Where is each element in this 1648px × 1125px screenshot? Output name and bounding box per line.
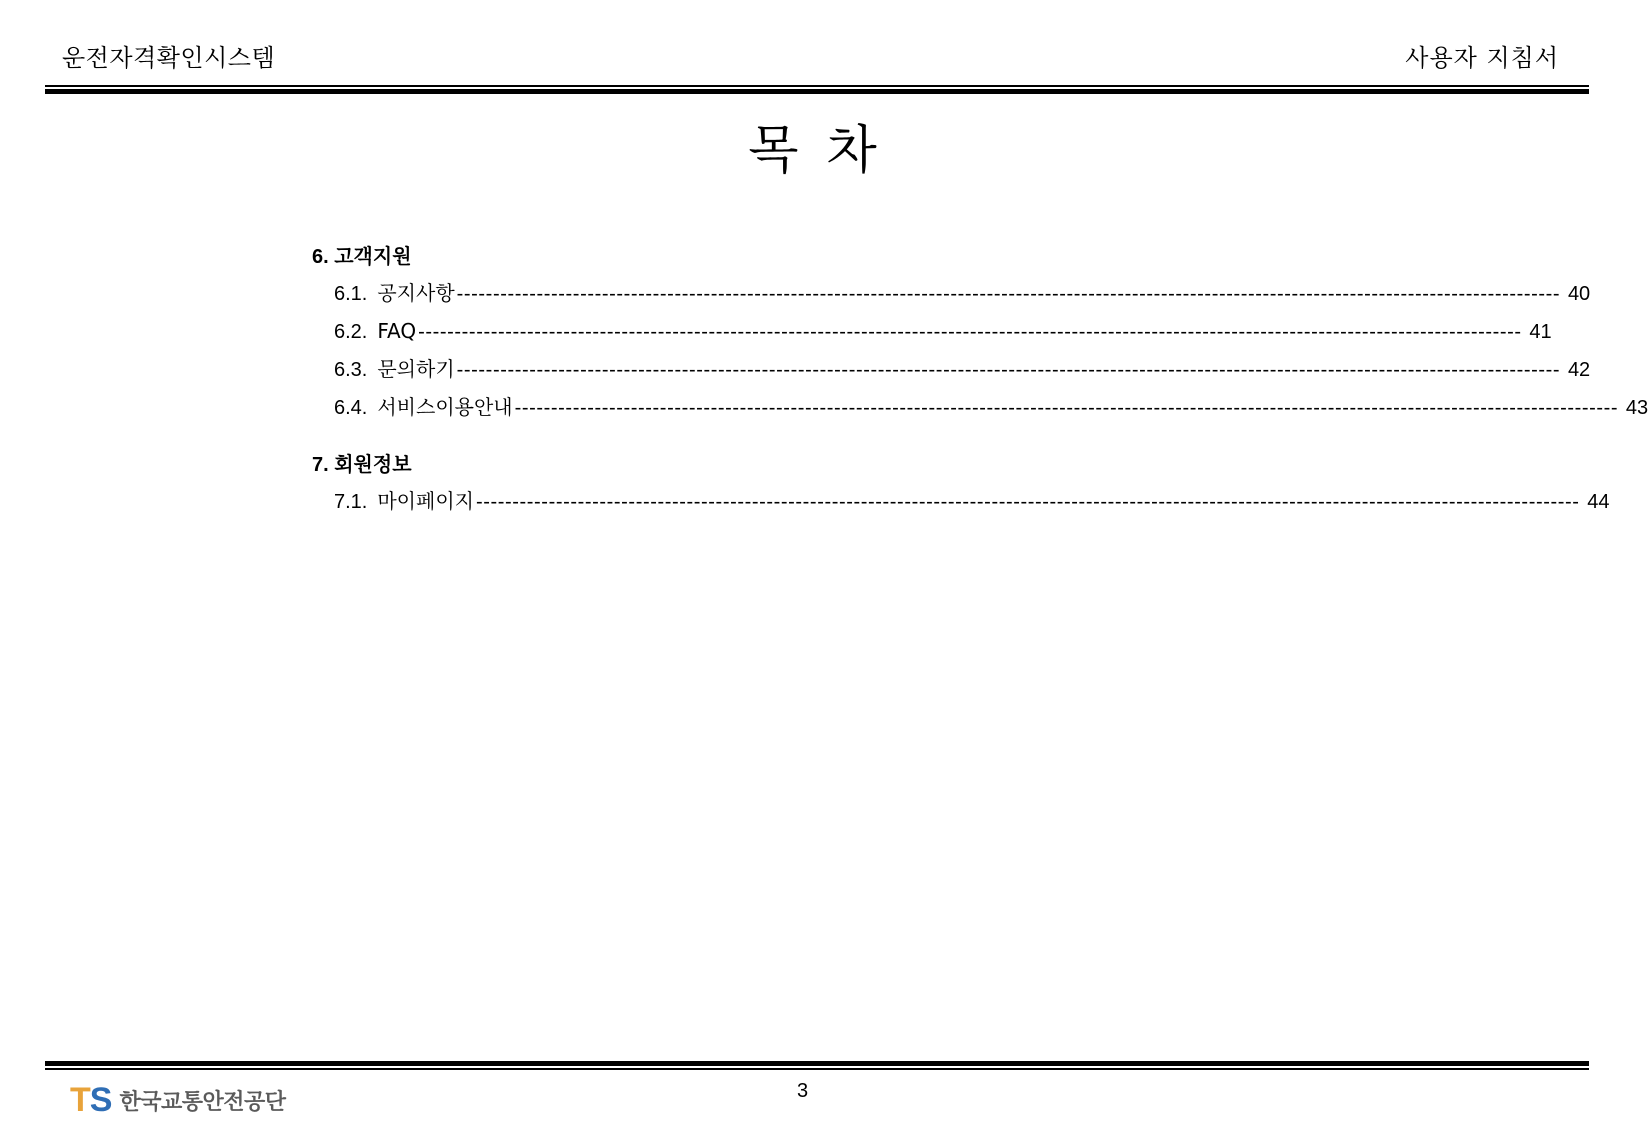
entry-title: FAQ (377, 319, 417, 343)
page-title: 목차 (748, 121, 905, 181)
page-number: 3 (796, 1080, 809, 1102)
header-rule-thin (45, 85, 1589, 87)
dot-leader: -------------------------------------------------------------------------------------------------------------------------------------------------------- (456, 359, 1561, 381)
entry-number: 6.1. (334, 283, 368, 305)
toc-entry[interactable] (312, 274, 1591, 312)
toc-section-member (312, 448, 1610, 520)
logo-letter-t: T (70, 1081, 90, 1119)
dot-leader: -------------------------------------------------------------------------------------------------------------------------------------------------------- (456, 283, 1561, 305)
entry-title: 마이페이지 (377, 489, 474, 513)
entry-page-number: 40 (1567, 283, 1591, 305)
entry-number: 6.3. (334, 359, 368, 381)
section-heading: 7. 회원정보 (312, 454, 412, 476)
logo-letter-s: S (89, 1081, 112, 1119)
entry-page-number: 42 (1567, 359, 1591, 381)
toc-entry[interactable] (312, 350, 1591, 388)
entry-number: 7.1. (334, 491, 368, 513)
entry-page-number: 41 (1529, 321, 1552, 343)
entry-title: 서비스이용안내 (377, 395, 513, 419)
dot-leader: -------------------------------------------------------------------------------------------------------------------------------------------------------- (475, 491, 1580, 513)
organization-name: 한국교통안전공단 (119, 1089, 286, 1115)
section-heading: 6. 고객지원 (312, 246, 412, 268)
header-rule-thick (45, 89, 1589, 94)
system-name: 운전자격확인시스템 (62, 44, 276, 72)
entry-title: 문의하기 (377, 357, 455, 381)
document-type: 사용자 지침서 (1405, 44, 1559, 72)
entry-page-number: 43 (1625, 397, 1648, 419)
toc-entry[interactable] (312, 388, 1648, 426)
page-header (0, 0, 1625, 100)
entry-page-number: 44 (1587, 491, 1610, 513)
toc-entry[interactable] (312, 312, 1552, 350)
dot-leader: -------------------------------------------------------------------------------------------------------------------------------------------------------- (418, 321, 1522, 343)
dot-leader: -------------------------------------------------------------------------------------------------------------------------------------------------------- (514, 397, 1619, 419)
table-of-contents (312, 240, 1648, 542)
footer-rule-thin (45, 1068, 1589, 1070)
entry-number: 6.2. (334, 321, 368, 343)
entry-number: 6.4. (334, 397, 368, 419)
footer-rule-thick (45, 1061, 1589, 1066)
toc-entry[interactable] (312, 482, 1610, 520)
entry-title: 공지사항 (377, 281, 455, 305)
toc-section-support (312, 240, 1648, 426)
